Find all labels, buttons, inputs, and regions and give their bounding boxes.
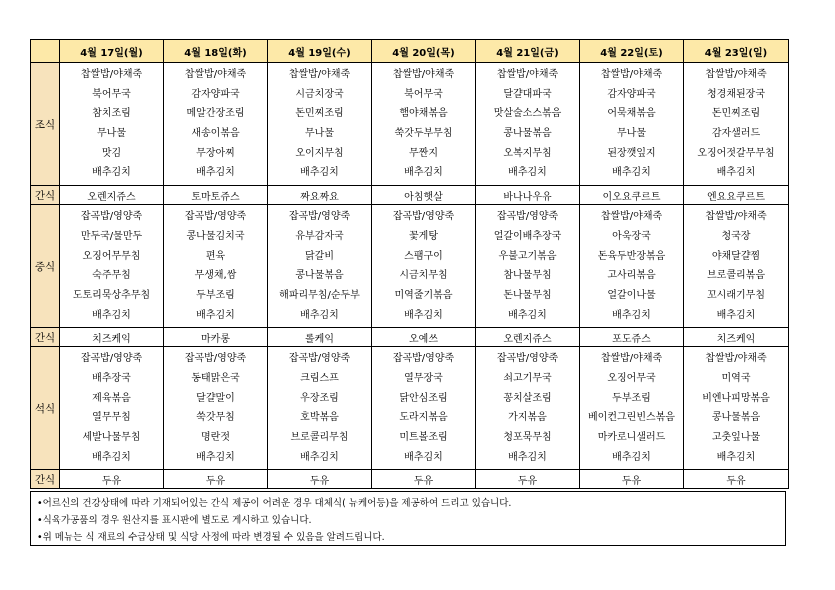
snack-cell: 마카롱 [164, 328, 268, 347]
menu-item: 크림스프 [300, 372, 339, 384]
menu-item: 배추김치 [508, 167, 547, 179]
menu-item: 아욱장국 [612, 230, 651, 242]
menu-item: 잡곡밥/영양죽 [184, 353, 247, 365]
snack-cell: 오렌지쥬스 [476, 328, 580, 347]
menu-item: 고춧잎나물 [711, 432, 761, 443]
menu-item: 참나물무침 [503, 270, 552, 282]
menu-item: 두부조림 [196, 289, 235, 301]
menu-item: 잡곡밥/영양죽 [184, 211, 247, 223]
day-menu-cell [60, 63, 164, 186]
snack-cell: 두유 [60, 470, 164, 489]
menu-item: 배추김치 [612, 451, 651, 463]
menu-item: 북어무국 [92, 88, 131, 100]
menu-item: 세발나물무침 [82, 432, 141, 443]
menu-item: 배추김치 [404, 309, 443, 321]
menu-item: 쑥갓두부무침 [394, 128, 453, 140]
day-menu-cell [372, 347, 476, 470]
menu-item: 찹쌀밥/야채죽 [705, 211, 767, 223]
menu-item: 달걀말이 [196, 392, 235, 404]
note-line: •어르신의 건강상태에 따라 기재되어있는 간식 제공이 어려운 경우 대체식( 뉴케어등)을 제공하여 드리고 있습니다. [37, 498, 512, 509]
day-menu-cell [684, 347, 789, 470]
menu-item: 꼬시래기무침 [707, 289, 765, 301]
menu-item: 잡곡밥/영양죽 [80, 353, 143, 365]
menu-item: 맛살술소스볶음 [493, 108, 562, 120]
menu-item: 배추김치 [508, 451, 547, 463]
menu-item: 미역국 [721, 372, 751, 384]
menu-item: 찹쌀밥/야채죽 [288, 69, 351, 80]
menu-item: 콩나물볶음 [503, 128, 552, 140]
menu-item: 잡곡밥/영양죽 [288, 353, 351, 365]
menu-item: 찹쌀밥/야채죽 [80, 69, 143, 80]
menu-table [30, 39, 789, 489]
day-header: 4월 18일(화) [164, 40, 268, 63]
day-header: 4월 17일(월) [60, 40, 164, 63]
menu-item: 해파리무침/순두부 [279, 289, 360, 301]
menu-item: 무장아찌 [196, 147, 235, 159]
menu-item: 비엔나피망볶음 [702, 392, 770, 404]
header-corner [31, 40, 60, 63]
menu-item: 얼갈이나물 [607, 289, 656, 301]
meal-label-snack: 간식 [31, 470, 60, 489]
menu-item: 쑥갓무침 [196, 412, 235, 424]
meal-label-lunch: 중식 [31, 205, 60, 328]
menu-item: 숙주무침 [92, 270, 131, 282]
day-menu-cell [476, 63, 580, 186]
menu-item: 콩나물볶음 [711, 412, 761, 424]
menu-item: 북어무국 [404, 88, 443, 100]
menu-item: 배추김치 [716, 167, 756, 179]
menu-item: 청포묵무침 [503, 432, 552, 443]
menu-item: 메알간장조림 [186, 108, 245, 120]
menu-item: 돈민찌조림 [711, 108, 761, 120]
menu-item: 무짠지 [409, 147, 438, 159]
menu-item: 우불고기볶음 [498, 250, 557, 262]
menu-item: 감자양파국 [191, 88, 240, 100]
menu-item: 만두국/물만두 [80, 230, 143, 242]
note-line: •식육가공품의 경우 원산지를 표시판에 별도로 게시하고 있습니다. [37, 515, 312, 526]
menu-item: 배추김치 [92, 451, 131, 463]
menu-item: 맛김 [101, 147, 122, 159]
day-menu-cell [580, 205, 684, 328]
snack-cell: 오렌지쥬스 [60, 186, 164, 205]
menu-item: 제육볶음 [92, 392, 131, 404]
meal-row-dinner [31, 347, 789, 470]
note-line: •위 메뉴는 식 재료의 수급상태 및 식당 사정에 따라 변경될 수 있음을 알려드립니다. [37, 532, 385, 543]
day-menu-cell [476, 205, 580, 328]
day-header: 4월 21일(금) [476, 40, 580, 63]
snack-row-morning [31, 186, 789, 205]
menu-item: 브로콜리무침 [290, 432, 349, 443]
menu-item: 어묵채볶음 [607, 108, 656, 120]
menu-item: 열무무침 [92, 412, 131, 424]
day-menu-cell [580, 347, 684, 470]
menu-item: 야채달걀찜 [711, 250, 761, 262]
menu-item: 오복지무침 [503, 147, 552, 159]
menu-item: 배추장국 [92, 372, 131, 384]
day-header: 4월 23일(일) [684, 40, 789, 63]
menu-item: 돈나물무침 [503, 289, 552, 301]
menu-item: 찹쌀밥/야채죽 [600, 69, 663, 80]
menu-item: 청국장 [721, 230, 751, 242]
day-menu-cell [372, 63, 476, 186]
menu-item: 찹쌀밥/야채죽 [705, 69, 767, 80]
menu-item: 편육 [205, 250, 226, 262]
menu-item: 무생채,쌈 [194, 270, 237, 282]
menu-item: 잡곡밥/영양죽 [80, 211, 143, 223]
menu-item: 오징어무무침 [82, 250, 141, 262]
meal-row-breakfast [31, 63, 789, 186]
snack-cell: 두유 [684, 470, 789, 489]
menu-item: 꽃게탕 [409, 230, 438, 242]
snack-cell: 오예쓰 [372, 328, 476, 347]
snack-cell: 롤케익 [268, 328, 372, 347]
menu-item: 가지볶음 [508, 412, 547, 424]
day-menu-cell [684, 63, 789, 186]
snack-cell: 토마토쥬스 [164, 186, 268, 205]
day-menu-cell [164, 205, 268, 328]
menu-item: 찹쌀밥/야채죽 [600, 353, 663, 365]
menu-item: 찹쌀밥/야채죽 [392, 69, 455, 80]
menu-item: 청경채된장국 [707, 88, 765, 100]
menu-item: 오이지무침 [295, 147, 344, 159]
menu-item: 명란젓 [201, 432, 230, 443]
menu-item: 배추김치 [612, 167, 651, 179]
menu-item: 달걀대파국 [503, 88, 552, 100]
menu-item: 찹쌀밥/야채죽 [705, 353, 767, 365]
menu-item: 얼갈이배추장국 [493, 230, 562, 242]
menu-item: 감자샐러드 [711, 128, 761, 140]
menu-item: 우장조림 [300, 392, 339, 404]
snack-cell: 치즈케익 [684, 328, 789, 347]
menu-item: 돈육두반장볶음 [597, 250, 666, 262]
menu-item: 도토리묵상추무침 [72, 289, 151, 301]
menu-item: 고사리볶음 [607, 270, 656, 282]
menu-item: 배추김치 [92, 309, 131, 321]
snack-cell: 아침햇살 [372, 186, 476, 205]
date-header-row [31, 40, 789, 63]
menu-item: 미트볼조림 [399, 432, 448, 443]
menu-item: 호박볶음 [300, 412, 339, 424]
menu-item: 잡곡밥/영양죽 [392, 353, 455, 365]
snack-cell: 치즈케익 [60, 328, 164, 347]
snack-cell: 두유 [580, 470, 684, 489]
menu-item: 잡곡밥/영양죽 [288, 211, 351, 223]
menu-item: 도라지볶음 [399, 412, 448, 424]
menu-item: 돈민찌조림 [295, 108, 344, 120]
menu-item: 마카로니샐러드 [597, 432, 666, 443]
day-header: 4월 20일(목) [372, 40, 476, 63]
menu-item: 배추김치 [196, 309, 235, 321]
menu-item: 배추김치 [716, 451, 756, 463]
menu-item: 배추김치 [508, 309, 547, 321]
menu-item: 햄야채볶음 [399, 108, 448, 120]
menu-item: 배추김치 [196, 167, 235, 179]
menu-item: 감자양파국 [607, 88, 656, 100]
day-header: 4월 19일(수) [268, 40, 372, 63]
menu-item: 베이컨그린빈스볶음 [588, 412, 675, 424]
meal-row-lunch [31, 205, 789, 328]
menu-item: 꽁치살조림 [503, 392, 552, 404]
meal-label-snack: 간식 [31, 328, 60, 347]
snack-row-afternoon [31, 328, 789, 347]
snack-cell: 포도쥬스 [580, 328, 684, 347]
meal-label-snack: 간식 [31, 186, 60, 205]
menu-item: 배추김치 [300, 451, 339, 463]
menu-item: 시금치무침 [399, 270, 448, 282]
menu-item: 새송이볶음 [191, 128, 240, 140]
day-menu-cell [164, 63, 268, 186]
day-menu-cell [372, 205, 476, 328]
day-menu-cell [268, 205, 372, 328]
snack-cell: 두유 [164, 470, 268, 489]
day-menu-cell [268, 347, 372, 470]
menu-item: 열무장국 [404, 372, 443, 384]
menu-item: 된장깻잎지 [607, 147, 656, 159]
snack-cell: 이오요쿠르트 [580, 186, 684, 205]
notes-box [30, 491, 786, 546]
snack-cell: 바나나우유 [476, 186, 580, 205]
menu-item: 오징어젓갈무무침 [697, 147, 775, 159]
day-menu-cell [580, 63, 684, 186]
menu-item: 미역줄기볶음 [394, 289, 453, 301]
menu-item: 콩나물볶음 [295, 270, 344, 282]
snack-cell: 두유 [476, 470, 580, 489]
snack-cell: 엔요요쿠르트 [684, 186, 789, 205]
menu-item: 배추김치 [92, 167, 131, 179]
day-menu-cell [60, 205, 164, 328]
day-menu-cell [60, 347, 164, 470]
day-header: 4월 22일(토) [580, 40, 684, 63]
day-menu-cell [164, 347, 268, 470]
snack-cell: 두유 [372, 470, 476, 489]
menu-item: 브로콜리볶음 [707, 270, 765, 282]
day-menu-cell [476, 347, 580, 470]
menu-item: 쇠고기무국 [503, 372, 552, 384]
menu-item: 찹쌀밥/야채죽 [600, 211, 663, 223]
menu-item: 배추김치 [300, 167, 339, 179]
menu-item: 유부감자국 [295, 230, 344, 242]
meal-label-breakfast: 조식 [31, 63, 60, 186]
menu-item: 찹쌀밥/야채죽 [496, 69, 559, 80]
snack-cell: 두유 [268, 470, 372, 489]
menu-item: 무나물 [617, 128, 646, 140]
menu-item: 배추김치 [300, 309, 339, 321]
meal-label-dinner: 석식 [31, 347, 60, 470]
menu-item: 오징어무국 [607, 372, 656, 384]
menu-item: 스팸구이 [404, 250, 443, 262]
menu-item: 닭갈비 [305, 250, 334, 262]
menu-item: 찹쌀밥/야채죽 [184, 69, 247, 80]
day-menu-cell [268, 63, 372, 186]
day-menu-cell [684, 205, 789, 328]
menu-item: 배추김치 [404, 451, 443, 463]
menu-item: 배추김치 [404, 167, 443, 179]
menu-item: 잡곡밥/영양죽 [496, 353, 559, 365]
menu-item: 참치조림 [92, 108, 131, 120]
menu-item: 배추김치 [716, 309, 756, 321]
menu-item: 두부조림 [612, 392, 651, 404]
menu-item: 잡곡밥/영양죽 [496, 211, 559, 223]
menu-item: 무나물 [305, 128, 334, 140]
menu-item: 잡곡밥/영양죽 [392, 211, 455, 223]
menu-item: 무나물 [97, 128, 126, 140]
snack-row-evening [31, 470, 789, 489]
menu-item: 닭안심조림 [399, 392, 448, 404]
menu-item: 콩나물김치국 [186, 230, 245, 242]
menu-item: 배추김치 [196, 451, 235, 463]
snack-cell: 짜요짜요 [268, 186, 372, 205]
menu-item: 동태맑은국 [191, 372, 240, 384]
menu-item: 배추김치 [612, 309, 651, 321]
menu-item: 시금치장국 [295, 88, 344, 100]
